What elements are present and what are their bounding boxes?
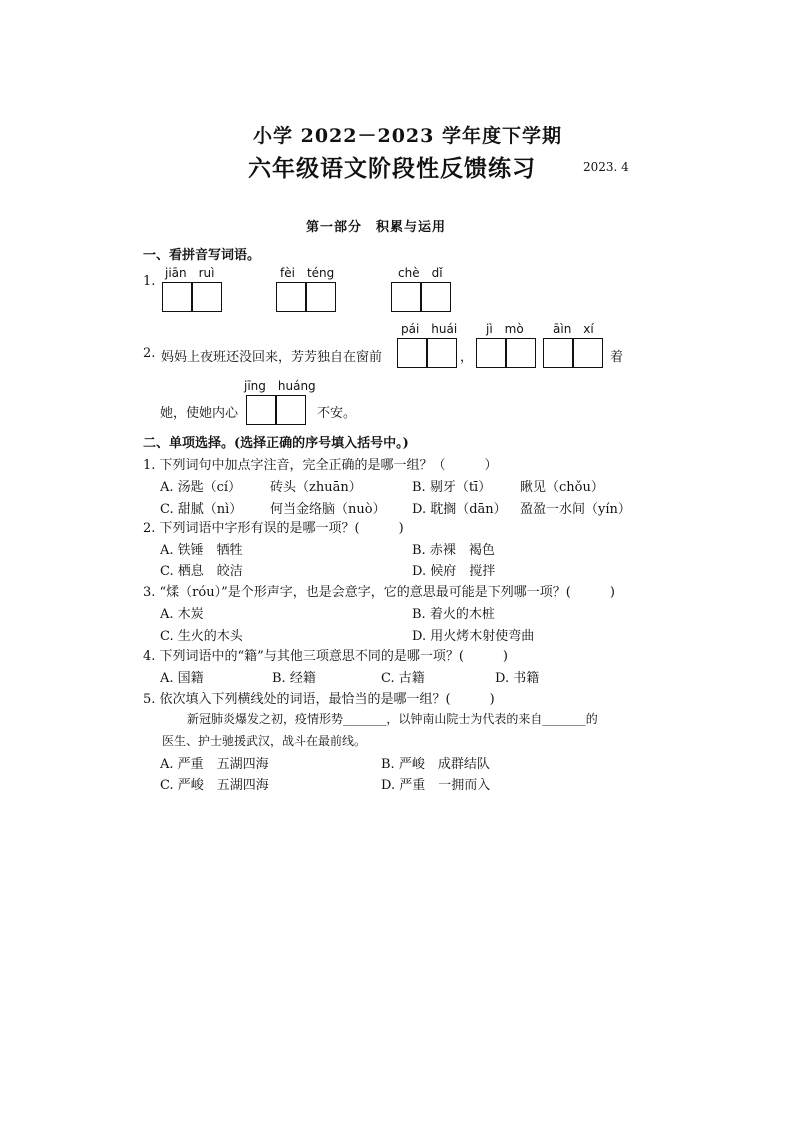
answer-box[interactable] [192,282,222,312]
answer-box[interactable] [543,338,573,368]
mc-q2-option-d[interactable]: D. 候府 搅拌 [412,564,496,579]
mc-q2-option-a[interactable]: A. 铁锤 牺牲 [160,543,243,558]
answer-box[interactable] [246,395,276,425]
mc-q1-option-c2: 何当金络脑（nuò） [270,502,386,517]
mc-q4-option-b[interactable]: B. 经籍 [272,671,316,686]
mc-q4-stem: 4. 下列词语中的“籍”与其他三项意思不同的是哪一项？( ) [143,649,508,664]
pinyin-feiteng: fèi téng [280,266,335,280]
exam-title-line2: 六年级语文阶段性反馈练习 [248,155,536,182]
mc-q5-option-b[interactable]: B. 严峻 成群结队 [381,757,490,772]
answer-box[interactable] [162,282,192,312]
section1-heading: 一、看拼音写词语。 [143,248,261,263]
answer-box[interactable] [421,282,451,312]
q2-comma: ， [460,350,474,365]
mc-q2-option-c[interactable]: C. 栖息 皎洁 [160,564,243,579]
pinyin-jinghuang: jīng huáng [244,379,316,393]
mc-q3-option-d[interactable]: D. 用火烤木射使弯曲 [412,629,535,644]
mc-q1-option-a1[interactable]: A. 汤匙（cí） [160,480,242,495]
pinyin-jimo: jì mò [486,322,524,336]
mc-q5-option-a[interactable]: A. 严重 五湖四海 [160,757,269,772]
mc-q3-stem: 3. “煣（róu）”是个形声字，也是会意字，它的意思最可能是下列哪一项？( ) [143,585,615,600]
mc-q5-option-d[interactable]: D. 严重 一拥而入 [381,778,491,793]
mc-q3-option-b[interactable]: B. 着火的木桩 [412,607,495,622]
mc-q5-passage-line1: 新冠肺炎爆发之初，疫情形势______，以钟南山院士为代表的来自______的 [187,712,598,726]
section2-heading: 二、单项选择。(选择正确的序号填入括号中。) [143,436,409,451]
mc-q5-passage-line2: 医生、护士驰援武汉，战斗在最前线。 [162,734,367,748]
answer-box[interactable] [391,282,421,312]
answer-box[interactable] [476,338,506,368]
mc-q4-option-d[interactable]: D. 书籍 [495,671,540,686]
mc-q1-option-a2: 砖头（zhuān） [270,480,362,495]
answer-box[interactable] [506,338,536,368]
pinyin-chedi: chè dǐ [398,266,443,280]
mc-q5-stem: 5. 依次填入下列横线处的词语，最恰当的是哪一组？( ) [143,692,495,707]
mc-q1-option-d1[interactable]: D. 耽搁（dān） [412,502,507,517]
mc-q1-option-d2: 盈盈一水间（yín） [520,502,631,517]
mc-q2-stem: 2. 下列词语中字形有误的是哪一项？( ) [143,521,404,536]
mc-q4-option-c[interactable]: C. 古籍 [381,671,425,686]
answer-box[interactable] [276,282,306,312]
q1-number: 1. [143,274,156,289]
answer-box[interactable] [306,282,336,312]
q2-line2-after: 不安。 [317,406,357,421]
q2-text-after: 着 [610,350,624,365]
mc-q4-option-a[interactable]: A. 国籍 [160,671,204,686]
pinyin-jianrui: jiān ruì [165,266,215,280]
q2-number: 2. [143,346,156,361]
exam-date: 2023. 4 [583,160,629,174]
pinyin-paihuai: pái huái [401,322,458,336]
mc-q3-option-c[interactable]: C. 生火的木头 [160,629,243,644]
pinyin-anxi: āìn xí [553,322,594,336]
mc-q1-stem: 1. 下列词句中加点字注音，完全正确的是哪一组？（ ） [143,458,498,473]
mc-q1-option-b1[interactable]: B. 剔牙（tī） [412,480,492,495]
mc-q1-option-b2: 瞅见（chǒu） [520,480,604,495]
q2-text-before: 妈妈上夜班还没回来，芳芳独自在窗前 [161,350,383,365]
answer-box[interactable] [573,338,603,368]
mc-q3-option-a[interactable]: A. 木炭 [160,607,204,622]
mc-q2-option-b[interactable]: B. 赤裸 褐色 [412,543,495,558]
mc-q5-option-c[interactable]: C. 严峻 五湖四海 [160,778,269,793]
mc-q1-option-c1[interactable]: C. 甜腻（nì） [160,502,243,517]
answer-box[interactable] [397,338,427,368]
part1-title: 第一部分 积累与运用 [306,220,447,235]
exam-title-line1: 小学 2022－2023 学年度下学期 [253,125,562,147]
answer-box[interactable] [427,338,457,368]
answer-box[interactable] [276,395,306,425]
q2-line2-before: 她，使她内心 [160,406,239,421]
